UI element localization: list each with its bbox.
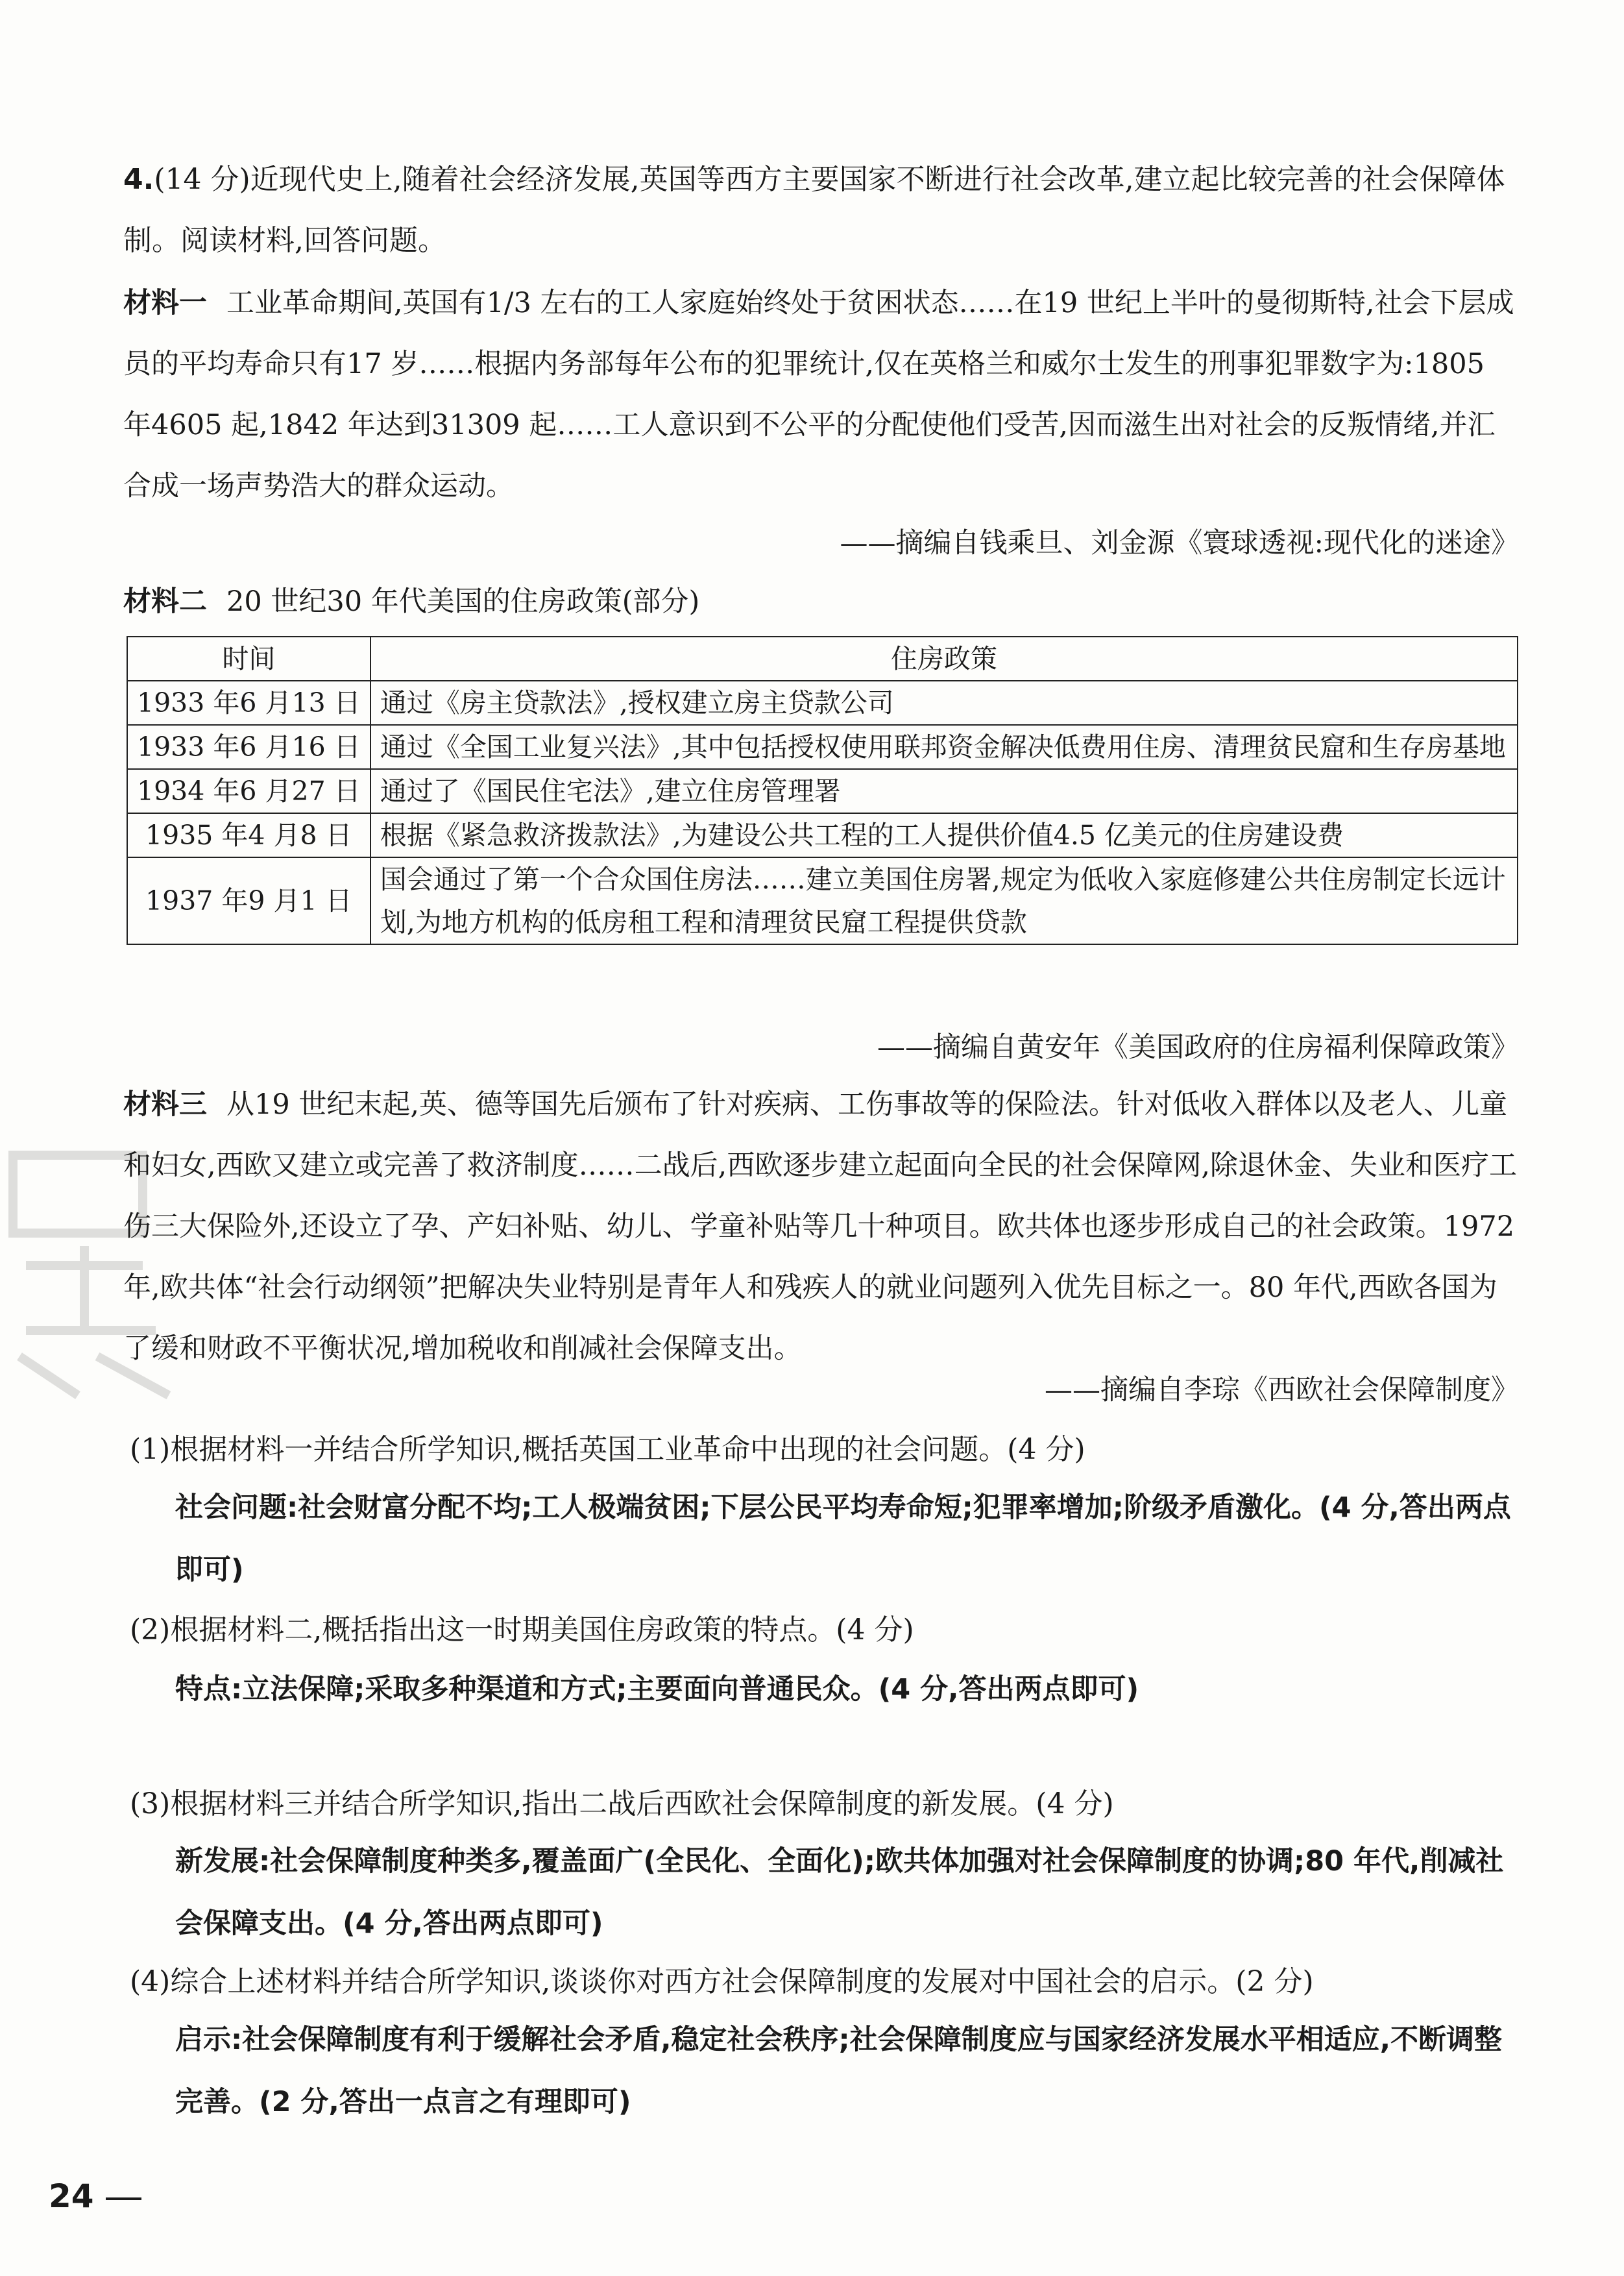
answer-2: 特点:立法保障;采取多种渠道和方式;主要面向普通民众。(4 分,答出两点即可)	[175, 1673, 1139, 1706]
material-3-source: ——摘编自李琮《西欧社会保障制度》	[1045, 1374, 1519, 1406]
table-row	[127, 725, 1518, 769]
material-1	[123, 273, 1518, 517]
answer-4: 启示:社会保障制度有利于缓解社会矛盾,稳定社会秩序;社会保障制度应与国家经济发展水平相适应,不断调整完善。(2 分,答出一点言之有理即可)	[175, 2024, 1503, 2118]
question-stem-line2: 制。阅读材料,回答问题。	[123, 224, 446, 257]
table-row	[127, 681, 1518, 725]
material-3-label: 材料三	[123, 1088, 207, 1121]
material-1-label: 材料一	[123, 287, 207, 319]
table-cell-date: 1934 年6 月27 日	[127, 769, 370, 813]
answer-3: 新发展:社会保障制度种类多,覆盖面广(全民化、全面化);欧共体加强对社会保障制度的协调;80 年代,削减社会保障支出。(4 分,答出两点即可)	[175, 1845, 1504, 1940]
table-cell-policy: 根据《紧急救济拨款法》,为建设公共工程的工人提供价值4.5 亿美元的住房建设费	[370, 813, 1518, 857]
table-header-time: 时间	[127, 637, 370, 681]
question-number: 4.	[123, 163, 154, 196]
table-cell-policy: 国会通过了第一个合众国住房法……建立美国住房署,规定为低收入家庭修建公共住房制定长远计划,为地方机构的低房租工程和清理贫民窟工程提供贷款	[370, 857, 1518, 944]
table-row	[127, 813, 1518, 857]
page-number-text: 24	[49, 2177, 94, 2215]
question-stem	[123, 149, 1518, 271]
table-cell-date: 1933 年6 月13 日	[127, 681, 370, 725]
material-2-label: 材料二	[123, 585, 207, 618]
table-row	[127, 857, 1518, 944]
page-number	[49, 2177, 141, 2215]
material-2-title: 20 世纪30 年代美国的住房政策(部分)	[226, 585, 700, 618]
page-number-dash	[106, 2197, 141, 2200]
question-stem-line1: (14 分)近现代史上,随着社会经济发展,英国等西方主要国家不断进行社会改革,建立起比较完善的社会保障体	[154, 163, 1505, 196]
material-2-source: ——摘编自黄安年《美国政府的住房福利保障政策》	[877, 1031, 1519, 1064]
table-cell-policy: 通过了《国民住宅法》,建立住房管理署	[370, 769, 1518, 813]
material-3	[123, 1074, 1518, 1379]
table-cell-policy: 通过《房主贷款法》,授权建立房主贷款公司	[370, 681, 1518, 725]
subquestion-4: (4)综合上述材料并结合所学知识,谈谈你对西方社会保障制度的发展对中国社会的启示。(2 分)	[130, 1965, 1314, 1998]
table-header-policy: 住房政策	[370, 637, 1518, 681]
subquestion-2: (2)根据材料二,概括指出这一时期美国住房政策的特点。(4 分)	[130, 1613, 914, 1646]
table-row	[127, 769, 1518, 813]
table-cell-policy: 通过《全国工业复兴法》,其中包括授权使用联邦资金解决低费用住房、清理贫民窟和生存房基地	[370, 725, 1518, 769]
material-1-source: ——摘编自钱乘旦、刘金源《寰球透视:现代化的迷途》	[840, 527, 1519, 559]
subquestion-1: (1)根据材料一并结合所学知识,概括英国工业革命中出现的社会问题。(4 分)	[130, 1433, 1085, 1466]
table-cell-date: 1935 年4 月8 日	[127, 813, 370, 857]
table-cell-date: 1937 年9 月1 日	[127, 857, 370, 944]
housing-policy-table	[127, 636, 1518, 945]
material-1-text: 工业革命期间,英国有1/3 左右的工人家庭始终处于贫困状态……在19 世纪上半叶的曼彻斯特,社会下层成员的平均寿命只有17 岁……根据内务部每年公布的犯罪统计,仅在英格兰和威尔士发生的刑事犯罪数字为:1805 年4605 起,1842 年达到31309 起……工人意识到不公平的分配使他们受苦,因而滋生出对社会的反叛情绪,并汇合成一场声势浩大的群众运动。	[123, 287, 1514, 502]
material-2-heading	[123, 571, 1518, 632]
answer-1: 社会问题:社会财富分配不均;工人极端贫困;下层公民平均寿命短;犯罪率增加;阶级矛盾激化。(4 分,答出两点即可)	[175, 1491, 1511, 1586]
table-header-row	[127, 637, 1518, 681]
table-cell-date: 1933 年6 月16 日	[127, 725, 370, 769]
subquestion-3: (3)根据材料三并结合所学知识,指出二战后西欧社会保障制度的新发展。(4 分)	[130, 1787, 1114, 1820]
material-3-text: 从19 世纪末起,英、德等国先后颁布了针对疾病、工伤事故等的保险法。针对低收入群体以及老人、儿童和妇女,西欧又建立或完善了救济制度……二战后,西欧逐步建立起面向全民的社会保障网,除退休金、失业和医疗工伤三大保险外,还设立了孕、产妇补贴、幼儿、学童补贴等几十种项目。欧共体也逐步形成自己的社会政策。1972 年,欧共体“社会行动纲领”把解决失业特别是青年人和残疾人的就业问题列入优先目标之一。80 年代,西欧各国为了缓和财政不平衡状况,增加税收和削减社会保障支出。	[123, 1088, 1518, 1365]
